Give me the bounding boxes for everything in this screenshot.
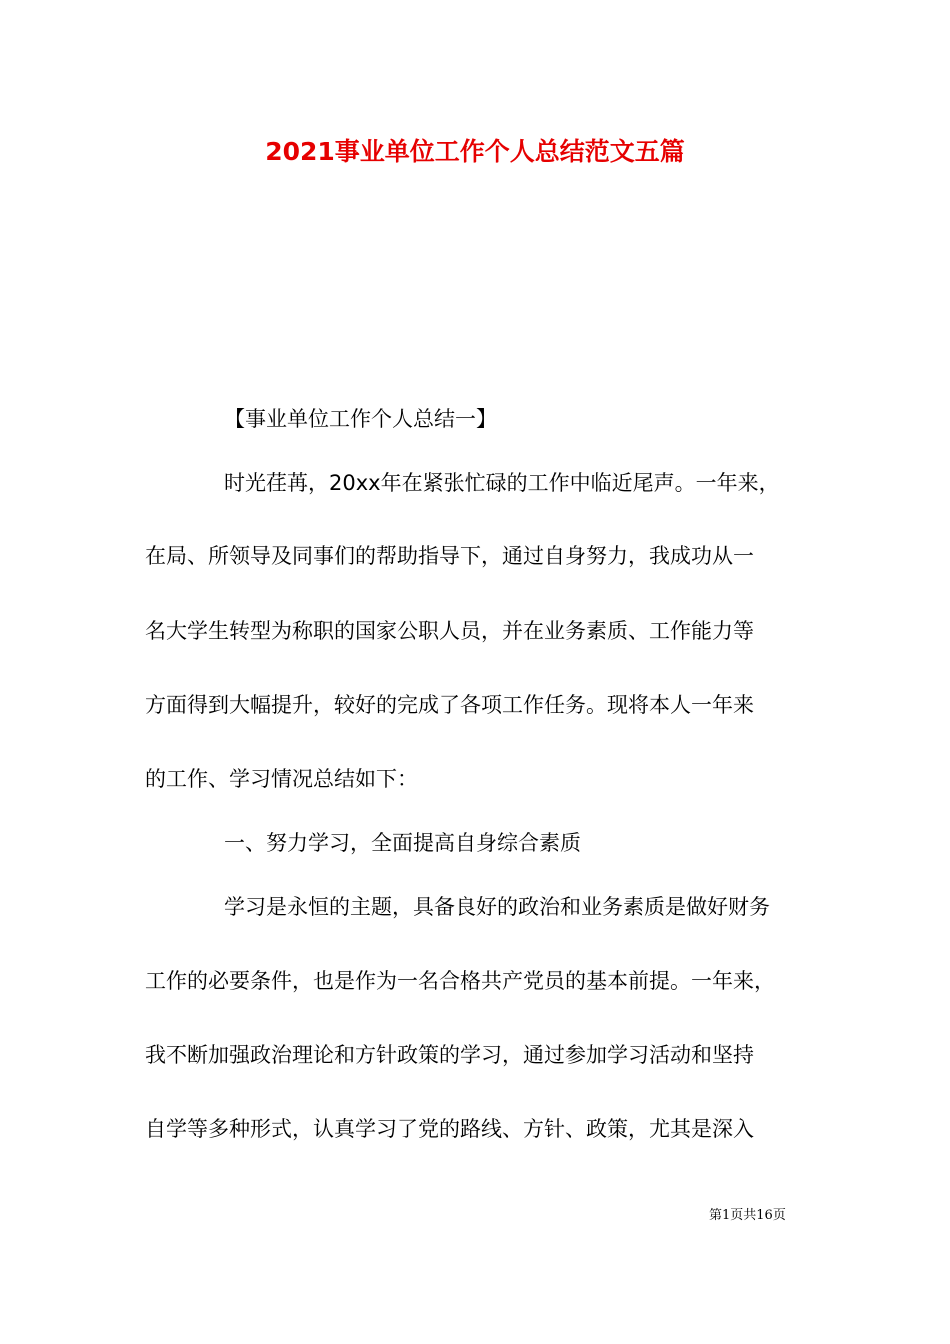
document-title: 2021事业单位工作个人总结范文五篇 (265, 137, 685, 166)
body-line-9: 我不断加强政治理论和方针政策的学习，通过参加学习活动和坚持 (145, 1043, 754, 1067)
body-line-2: 在局、所领导及同事们的帮助指导下，通过自身努力，我成功从一 (145, 544, 754, 568)
section-heading: 【事业单位工作个人总结一】 (224, 407, 497, 431)
body-line-8: 工作的必要条件，也是作为一名合格共产党员的基本前提。一年来， (145, 969, 775, 993)
body-line-1: 时光荏苒，20xx年在紧张忙碌的工作中临近尾声。一年来， (224, 471, 780, 495)
body-line-7: 学习是永恒的主题，具备良好的政治和业务素质是做好财务 (224, 895, 770, 919)
page-footer: 第1页共16页 (709, 1208, 786, 1223)
body-line-10: 自学等多种形式，认真学习了党的路线、方针、政策，尤其是深入 (145, 1117, 754, 1141)
body-line-5: 的工作、学习情况总结如下： (145, 767, 418, 791)
body-line-4: 方面得到大幅提升，较好的完成了各项工作任务。现将本人一年来 (145, 693, 754, 717)
body-line-3: 名大学生转型为称职的国家公职人员，并在业务素质、工作能力等 (145, 619, 754, 643)
subsection-heading: 一、努力学习，全面提高自身综合素质 (224, 831, 581, 855)
